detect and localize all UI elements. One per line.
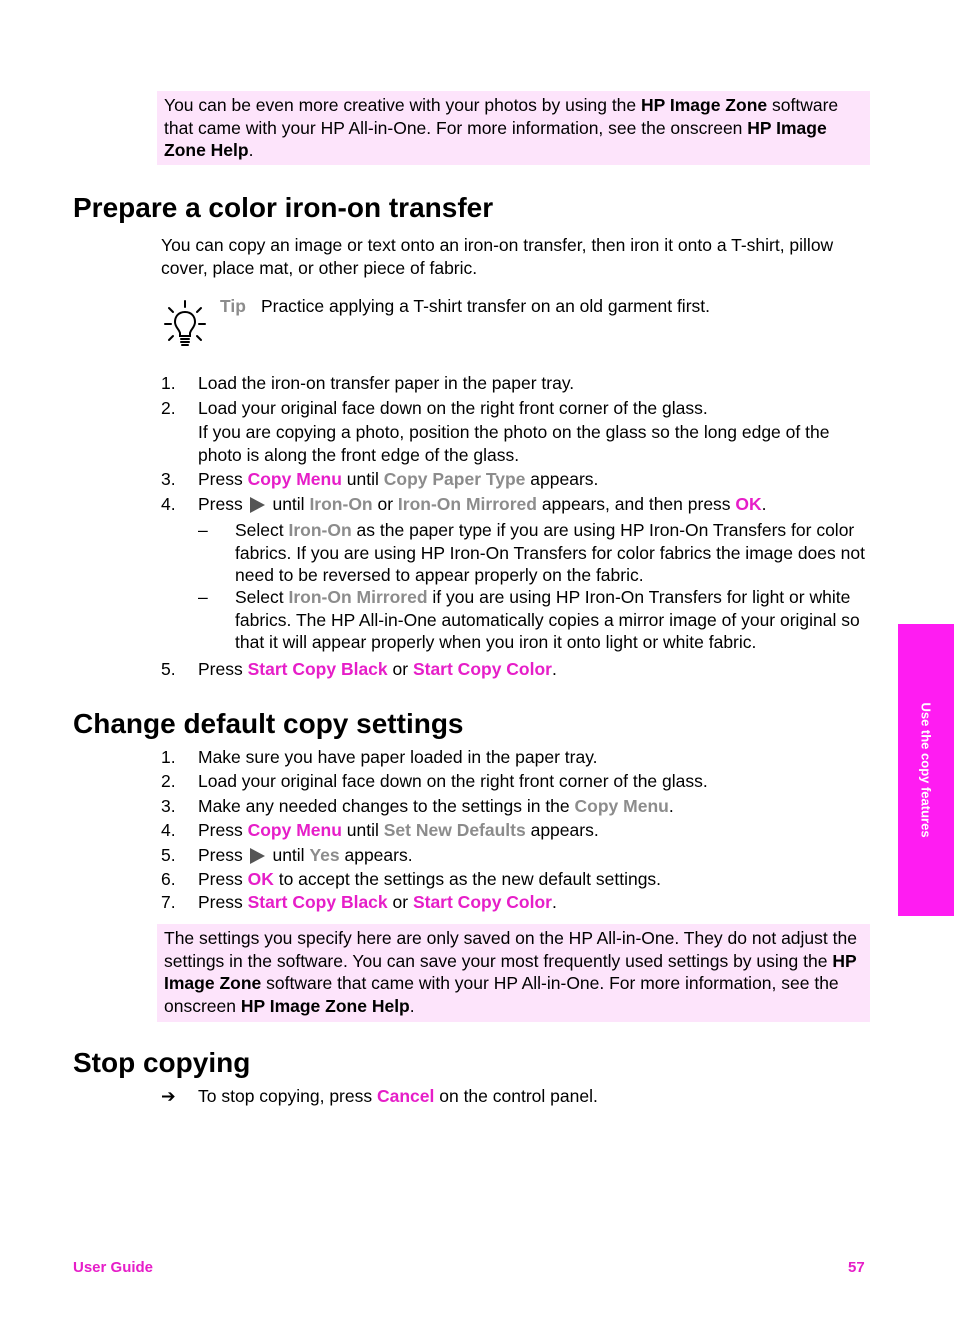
step-number: 4. bbox=[161, 494, 176, 514]
text: . bbox=[761, 494, 767, 514]
text: Press bbox=[198, 845, 248, 865]
list-item: Load the iron-on transfer paper in the paper tray. bbox=[198, 373, 575, 393]
list-item bbox=[198, 795, 868, 818]
section-intro: You can copy an image or text onto an iron-on transfer, then iron it onto a T-shirt, pillow cover, place mat, or other piece of fabric. bbox=[161, 235, 834, 278]
text: or bbox=[372, 494, 398, 514]
menu-ref: Copy Paper Type bbox=[383, 469, 526, 489]
menu-ref: Iron-On bbox=[309, 494, 373, 514]
text: or bbox=[387, 659, 413, 679]
text: Press bbox=[198, 869, 248, 889]
footer-left: User Guide bbox=[73, 1259, 154, 1276]
button-ref: OK bbox=[247, 869, 274, 889]
step-number: 3. bbox=[161, 796, 176, 816]
step-number: 1. bbox=[161, 373, 176, 393]
note-text: software that came with your HP All-in-One. For more information, see the onscreen bbox=[164, 95, 839, 138]
text: appears, and then press bbox=[536, 494, 736, 514]
section-title-stop-copying: Stop copying bbox=[73, 1047, 251, 1078]
note-text: software that came with your HP All-in-One. For more information, see the onscreen bbox=[164, 973, 839, 1016]
menu-ref: Copy Menu bbox=[574, 796, 669, 816]
dash-bullet: – bbox=[198, 587, 208, 607]
note-bold: HP Image Zone Help bbox=[240, 995, 410, 1016]
text: until bbox=[267, 845, 310, 865]
button-ref: Cancel bbox=[376, 1086, 435, 1106]
step-number: 5. bbox=[161, 659, 176, 679]
step-number: 1. bbox=[161, 747, 176, 767]
text: Select bbox=[235, 520, 289, 540]
tip-label: Tip bbox=[220, 296, 246, 316]
text: until bbox=[341, 820, 384, 840]
text: Select bbox=[235, 587, 289, 607]
note-text: You can be even more creative with your photos by using the bbox=[164, 95, 642, 115]
text: Make any needed changes to the settings in the bbox=[198, 796, 575, 816]
list-item: Load your original face down on the right front corner of the glass. bbox=[198, 398, 708, 418]
note-text: . bbox=[409, 995, 415, 1016]
step-number: 5. bbox=[161, 845, 176, 865]
step-number: 6. bbox=[161, 869, 176, 889]
chapter-tab bbox=[898, 624, 954, 916]
button-ref: Start Copy Black bbox=[247, 892, 388, 912]
text: until bbox=[341, 469, 384, 489]
step-number: 3. bbox=[161, 469, 176, 489]
button-ref: Copy Menu bbox=[247, 469, 342, 489]
note-bold: HP Image Zone bbox=[164, 950, 857, 993]
text: Press bbox=[198, 892, 248, 912]
note-text: The settings you specify here are only saved on the HP All-in-One. They do not adjust the settings in the software. You can save your most frequently used settings by using the bbox=[164, 928, 857, 971]
note-bold: HP Image Zone bbox=[641, 95, 768, 115]
chapter-tab-label: Use the copy features bbox=[918, 702, 934, 838]
lightbulb-icon bbox=[163, 299, 207, 349]
menu-ref: Iron-On Mirrored bbox=[397, 494, 537, 514]
text: on the control panel. bbox=[434, 1086, 598, 1106]
text: Press bbox=[198, 494, 248, 514]
button-ref: Start Copy Black bbox=[247, 659, 388, 679]
step-number: 2. bbox=[161, 771, 176, 791]
list-item bbox=[198, 658, 868, 681]
section-title-default-settings: Change default copy settings bbox=[73, 708, 464, 739]
list-item: Load your original face down on the right front corner of the glass. bbox=[198, 771, 708, 791]
text: Press bbox=[198, 469, 248, 489]
step-number: 2. bbox=[161, 398, 176, 418]
info-note bbox=[157, 924, 870, 1022]
text: if you are using HP Iron-On Transfers for light or white fabrics. The HP All-in-One automatically copies a mirror image of your original so that it will appear properly when you iron it onto light or white fabric. bbox=[235, 587, 860, 652]
text: appears. bbox=[525, 469, 599, 489]
text: appears. bbox=[525, 820, 599, 840]
step-number: 4. bbox=[161, 820, 176, 840]
text: appears. bbox=[339, 845, 413, 865]
menu-ref: Set New Defaults bbox=[383, 820, 526, 840]
text: as the paper type if you are using HP Iron-On Transfers for color fabrics. If you are using HP Iron-On Transfers for color fabrics the image does not need to be reversed to appear properly on the fabric. bbox=[235, 520, 865, 585]
dash-bullet: – bbox=[198, 520, 208, 540]
button-ref: OK bbox=[735, 494, 762, 514]
text: Press bbox=[198, 820, 248, 840]
arrow-icon: ➔ bbox=[161, 1086, 176, 1106]
text: Press bbox=[198, 659, 248, 679]
right-triangle-icon bbox=[250, 848, 265, 864]
text: until bbox=[267, 494, 310, 514]
sub-item bbox=[235, 586, 870, 654]
text: to accept the settings as the new default settings. bbox=[273, 869, 662, 889]
info-note bbox=[157, 91, 870, 165]
menu-ref: Iron-On bbox=[288, 520, 352, 540]
right-triangle-icon bbox=[250, 497, 265, 513]
list-item bbox=[198, 891, 868, 914]
list-item bbox=[198, 493, 868, 516]
note-text: . bbox=[248, 140, 254, 160]
page-number: 57 bbox=[848, 1259, 865, 1276]
button-ref: Copy Menu bbox=[247, 820, 342, 840]
text: To stop copying, press bbox=[198, 1086, 377, 1106]
button-ref: Start Copy Color bbox=[412, 892, 552, 912]
tip-text: Practice applying a T-shirt transfer on an old garment first. bbox=[260, 296, 710, 316]
list-item-detail: If you are copying a photo, position the photo on the glass so the long edge of the photo is along the front edge of the glass. bbox=[198, 422, 830, 465]
sub-item bbox=[235, 519, 870, 587]
list-item bbox=[198, 819, 868, 842]
text: . bbox=[552, 892, 557, 912]
text: . bbox=[668, 796, 674, 816]
section-title-iron-on: Prepare a color iron-on transfer bbox=[73, 192, 494, 223]
list-item bbox=[198, 868, 868, 891]
text: . bbox=[552, 659, 557, 679]
text: or bbox=[387, 892, 413, 912]
step-number: 7. bbox=[161, 892, 176, 912]
tip bbox=[220, 295, 710, 317]
button-ref: Start Copy Color bbox=[412, 659, 552, 679]
list-item: Make sure you have paper loaded in the paper tray. bbox=[198, 747, 598, 767]
list-item bbox=[198, 844, 868, 867]
list-item bbox=[198, 468, 868, 491]
list-item bbox=[198, 1085, 868, 1108]
menu-ref: Yes bbox=[309, 845, 340, 865]
menu-ref: Iron-On Mirrored bbox=[288, 587, 428, 607]
note-bold: HP Image Zone Help bbox=[164, 117, 827, 160]
